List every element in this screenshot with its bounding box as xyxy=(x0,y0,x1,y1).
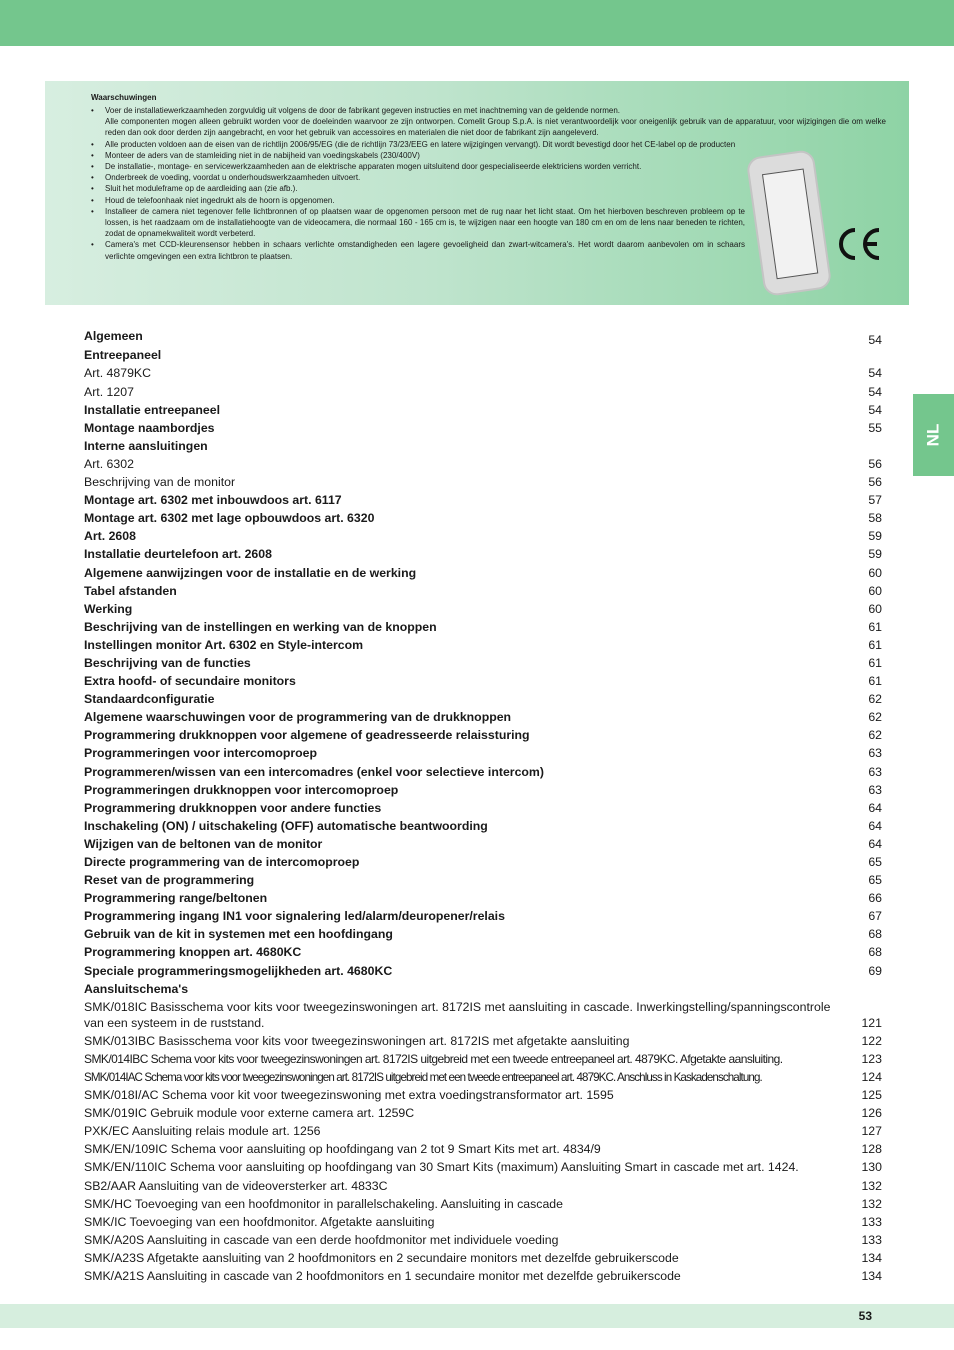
toc-entry[interactable] xyxy=(84,456,882,474)
toc-entry-title: Art. 6302 xyxy=(84,456,134,471)
toc-entry-title: Art. 1207 xyxy=(84,384,134,399)
toc-entry-page: 68 xyxy=(868,945,882,960)
toc-entry[interactable] xyxy=(84,999,882,1033)
toc-entry[interactable] xyxy=(84,1105,882,1123)
toc-entry-page: 134 xyxy=(861,1250,882,1265)
toc-entry-title: SMK/014IAC Schema voor kits voor tweegezinswoningen art. 8172IS uitgebreid met een tweede entreepaneel art. 4879KC. Anschluss in Kaskadenschaltung. xyxy=(84,1070,762,1084)
toc-entry-title: SMK/EN/110IC Schema voor aansluiting op hoofdingang van 30 Smart Kits (maximum) Aansluiting Smart in cascade met art. 1424. xyxy=(84,1160,799,1175)
toc-entry-page: 63 xyxy=(868,746,882,761)
toc-entry-page: 132 xyxy=(861,1178,882,1193)
toc-entry-page: 123 xyxy=(861,1051,882,1066)
ce-mark-icon xyxy=(835,224,883,264)
warning-item xyxy=(91,139,886,150)
toc-entry[interactable] xyxy=(84,601,882,619)
toc-entry[interactable] xyxy=(84,1033,882,1051)
toc-entry-title: Programmering range/beltonen xyxy=(84,891,268,906)
toc-entry-title: Programmering drukknoppen voor andere functies xyxy=(84,800,382,815)
toc-entry-page: 57 xyxy=(868,493,882,508)
toc-entry[interactable] xyxy=(84,727,882,745)
toc-entry[interactable] xyxy=(84,1250,882,1268)
toc-entry-title: Montage naambordjes xyxy=(84,420,215,435)
footer-band xyxy=(0,1304,954,1328)
warning-item xyxy=(91,206,745,240)
toc-entry-title: Directe programmering van de intercomoproep xyxy=(84,855,360,870)
toc-entry-title: Reset van de programmering xyxy=(84,873,255,888)
toc-entry[interactable] xyxy=(84,1159,882,1177)
toc-entry[interactable] xyxy=(84,655,882,673)
toc-entry[interactable] xyxy=(84,1214,882,1232)
toc-entry[interactable] xyxy=(84,619,882,637)
toc-entry[interactable] xyxy=(84,492,882,510)
module-frame-inner xyxy=(762,168,818,279)
toc-entry-page: 63 xyxy=(868,764,882,779)
toc-entry[interactable] xyxy=(84,1123,882,1141)
toc-entry[interactable] xyxy=(84,565,882,583)
toc-entry[interactable] xyxy=(84,438,882,456)
toc-entry-page: 54 xyxy=(868,402,882,417)
language-tab-label: NL xyxy=(923,423,943,447)
toc-entry-title: Interne aansluitingen xyxy=(84,438,208,453)
toc-entry[interactable] xyxy=(84,944,882,962)
toc-entry-title: Wijzigen van de beltonen van de monitor xyxy=(84,836,323,851)
toc-entry[interactable] xyxy=(84,1141,882,1159)
toc-entry[interactable] xyxy=(84,365,882,383)
toc-entry-title: Instellingen monitor Art. 6302 en Style-intercom xyxy=(84,637,364,652)
toc-entry-page: 121 xyxy=(861,1015,882,1030)
toc-entry-title: Inschakeling (ON) / uitschakeling (OFF) automatische beantwoording xyxy=(84,818,488,833)
toc-entry[interactable] xyxy=(84,1268,882,1286)
toc-entry[interactable] xyxy=(84,764,882,782)
toc-entry-page: 133 xyxy=(861,1232,882,1247)
toc-entry[interactable] xyxy=(84,1087,882,1105)
toc-entry[interactable] xyxy=(84,926,882,944)
warning-text: Onderbreek de voeding, voordat u onderhoudswerkzaamheden uitvoert. xyxy=(105,173,361,183)
toc-entry-page: 67 xyxy=(868,909,882,924)
warning-text: Installeer de camera niet tegenover felle lichtbronnen of op plaatsen waar de opgenomen persoon met de rug naar het licht staat. Om het hierboven beschreven probleem op te lossen, is het raadzaam om de installatiehoogte van de videocamera, die normaal 160 - 165 cm is, te wijzigen naar een hoogte van 180 cm en om de lens naar beneden te richten, zodat de opnamekwaliteit wordt verbeterd. xyxy=(105,206,745,239)
toc-entry-page: 62 xyxy=(868,710,882,725)
toc-entry-page: 130 xyxy=(861,1160,882,1175)
toc-entry-page: 62 xyxy=(868,728,882,743)
toc-entry-page: 58 xyxy=(868,511,882,526)
warning-text-continued: Alle componenten mogen alleen gebruikt worden voor de doeleinden waarvoor ze zijn ontworpen. Comelit Group S.p.A. is niet verantwoordelijk voor oneigenlijk gebruik van de apparatuur, voor wijzigingen die om welke reden dan ook door derden zijn aangebracht, en voor het gebruik van accessoires en materialen die niet door de fabrikant zijn aangeleverd. xyxy=(105,117,886,138)
toc-entry-title: Extra hoofd- of secundaire monitors xyxy=(84,674,296,689)
toc-entry[interactable] xyxy=(84,1196,882,1214)
warning-text: Camera's met CCD-kleurensensor hebben in schaars verlichte omstandigheden een lagere gevoeligheid dan zwart-witcamera's. Het wordt daarom aanbevolen om in schaars verlichte omgevingen een extra lichtbron te plaatsen. xyxy=(105,240,745,261)
toc-entry[interactable] xyxy=(84,691,882,709)
toc-entry-title: Installatie deurtelefoon art. 2608 xyxy=(84,547,272,562)
toc-entry[interactable] xyxy=(84,510,882,528)
toc-entry-title: SMK/A23S Afgetakte aansluiting van 2 hoofdmonitors en 2 secundaire monitors met dezelfde gebruikerscode xyxy=(84,1250,679,1265)
toc-entry[interactable] xyxy=(84,890,882,908)
toc-entry-page: 69 xyxy=(868,963,882,978)
warning-text: Sluit het moduleframe op de aardleiding aan (zie afb.). xyxy=(105,184,298,194)
toc-entry-title: SMK/018IC Basisschema voor kits voor tweegezinswoningen art. 8172IS met aansluiting in cascade. Inwerkingstelling/spanningscontrole van een systeem in de ruststand. xyxy=(84,999,831,1031)
toc-entry-title: SMK/IC Toevoeging van een hoofdmonitor. Afgetakte aansluiting xyxy=(84,1214,435,1229)
toc-entry-page: 64 xyxy=(868,818,882,833)
toc-entry-page: 55 xyxy=(868,420,882,435)
toc-entry[interactable] xyxy=(84,1051,882,1069)
toc-entry-title: Montage art. 6302 met lage opbouwdoos art. 6320 xyxy=(84,511,375,526)
warning-item xyxy=(91,239,745,261)
toc-entry-page: 122 xyxy=(861,1033,882,1048)
toc-entry-title: Tabel afstanden xyxy=(84,583,177,598)
toc-entry-title: Beschrijving van de instellingen en werking van de knoppen xyxy=(84,619,437,634)
toc-entry-title: Installatie entreepaneel xyxy=(84,402,221,417)
toc-entry-title: Art. 2608 xyxy=(84,529,136,544)
toc-entry[interactable] xyxy=(84,673,882,691)
toc-entry-title: Werking xyxy=(84,601,133,616)
toc-entry-title: PXK/EC Aansluiting relais module art. 1256 xyxy=(84,1124,321,1139)
toc-entry-title: Speciale programmeringsmogelijkheden art. 4680KC xyxy=(84,963,393,978)
toc-entry[interactable] xyxy=(84,528,882,546)
toc-entry-title: Art. 4879KC xyxy=(84,366,151,381)
toc-entry-page: 134 xyxy=(861,1268,882,1283)
toc-entry[interactable] xyxy=(84,854,882,872)
toc-entry-page: 65 xyxy=(868,855,882,870)
toc-entry-title: Algemeen xyxy=(84,329,143,343)
toc-entry-title: Beschrijving van de monitor xyxy=(84,475,236,490)
toc-entry-page: 132 xyxy=(861,1196,882,1211)
toc-entry-title: Standaardconfiguratie xyxy=(84,692,215,707)
toc-entry-title: Beschrijving van de functies xyxy=(84,655,251,670)
toc-entry[interactable] xyxy=(84,1178,882,1196)
toc-entry[interactable] xyxy=(84,836,882,854)
toc-entry-page: 66 xyxy=(868,891,882,906)
toc-entry-title: SMK/A20S Aansluiting in cascade van een derde hoofdmonitor met individuele voeding xyxy=(84,1232,559,1247)
toc-entry[interactable] xyxy=(84,328,882,347)
toc-entry-title: Gebruik van de kit in systemen met een hoofdingang xyxy=(84,927,393,942)
toc-entry[interactable] xyxy=(84,347,882,365)
language-tab xyxy=(913,394,954,476)
toc-entry-page: 127 xyxy=(861,1124,882,1139)
toc-entry-title: Programmeringen drukknoppen voor intercomoproep xyxy=(84,782,399,797)
toc-entry-title: Algemene waarschuwingen voor de programmering van de drukknoppen xyxy=(84,710,512,725)
toc-entry[interactable] xyxy=(84,420,882,438)
toc-entry-page: 59 xyxy=(868,529,882,544)
toc-entry-page: 61 xyxy=(868,637,882,652)
toc-entry-title: Programmering ingang IN1 voor signalering led/alarm/deuropener/relais xyxy=(84,909,505,924)
toc-entry-page: 56 xyxy=(868,456,882,471)
toc-entry-page: 54 xyxy=(868,366,882,381)
toc-entry-title: Montage art. 6302 met inbouwdoos art. 6117 xyxy=(84,493,342,508)
toc-entry-page: 128 xyxy=(861,1142,882,1157)
toc-entry-page: 60 xyxy=(868,601,882,616)
toc-entry[interactable] xyxy=(84,546,882,564)
toc-entry-page: 125 xyxy=(861,1088,882,1103)
toc-entry-title: Programmering drukknoppen voor algemene of geadresseerde relaissturing xyxy=(84,728,530,743)
toc-entry-title: SMK/A21S Aansluiting in cascade van 2 hoofdmonitors en 1 secundaire monitor met dezelfde gebruikerscode xyxy=(84,1268,681,1283)
warning-text: Alle producten voldoen aan de eisen van de richtlijn 2006/95/EG (die de richtlijn 73/23/EEG en latere wijzigingen vervangt). Dit wordt bevestigd door het CE-label op de producten xyxy=(105,139,736,149)
toc-entry-page: 61 xyxy=(868,655,882,670)
toc-entry[interactable] xyxy=(84,474,882,492)
toc-entry-page: 56 xyxy=(868,475,882,490)
toc-entry-page: 64 xyxy=(868,800,882,815)
toc-entry[interactable] xyxy=(84,963,882,981)
toc-entry[interactable] xyxy=(84,1232,882,1250)
warning-text: Houd de telefoonhaak niet ingedrukt als de hoorn is opgenomen. xyxy=(105,195,335,205)
toc-entry-page: 60 xyxy=(868,583,882,598)
toc-entry-page: 65 xyxy=(868,873,882,888)
toc-entry-page: 61 xyxy=(868,619,882,634)
toc-entry-title: SMK/HC Toevoeging van een hoofdmonitor in parallelschakeling. Aansluiting in cascade xyxy=(84,1196,563,1211)
table-of-contents xyxy=(84,328,882,1286)
toc-entry-title: Entreepaneel xyxy=(84,348,162,363)
toc-entry[interactable] xyxy=(84,583,882,601)
toc-entry[interactable] xyxy=(84,800,882,818)
warning-item xyxy=(91,105,886,139)
toc-entry-page: 62 xyxy=(868,692,882,707)
toc-entry-title: SMK/014IBC Schema voor kits voor tweegezinswoningen art. 8172IS uitgebreid met een tweede entreepaneel art. 4879KC. Afgetakte aansluiting. xyxy=(84,1051,783,1066)
warning-text: Monteer de aders van de stamleiding niet in de nabijheid van voedingskabels (230/400V) xyxy=(105,150,420,160)
toc-entry-title: SMK/EN/109IC Schema voor aansluiting op hoofdingang van 2 tot 9 Smart Kits met art. 4834/9 xyxy=(84,1142,601,1157)
toc-entry-title: SB2/AAR Aansluiting van de videoversterker art. 4833C xyxy=(84,1178,388,1193)
toc-entry-title: Programmeren/wissen van een intercomadres (enkel voor selectieve intercom) xyxy=(84,764,544,779)
toc-entry-title: SMK/019IC Gebruik module voor externe camera art. 1259C xyxy=(84,1106,415,1121)
toc-entry[interactable] xyxy=(84,908,882,926)
warnings-title: Waarschuwingen xyxy=(91,93,157,102)
toc-entry[interactable] xyxy=(84,709,882,727)
toc-entry-page: 54 xyxy=(868,384,882,399)
toc-entry-title: SMK/018I/AC Schema voor kit voor tweegezinswoning met extra voedingstransformator art. 1595 xyxy=(84,1088,614,1103)
toc-entry[interactable] xyxy=(84,745,882,763)
toc-entry-page: 68 xyxy=(868,927,882,942)
toc-entry[interactable] xyxy=(84,872,882,890)
toc-entry[interactable] xyxy=(84,384,882,402)
header-band xyxy=(0,0,954,46)
toc-entry[interactable] xyxy=(84,1069,882,1087)
page-number: 53 xyxy=(858,1309,872,1323)
toc-entry[interactable] xyxy=(84,782,882,800)
toc-entry-title: SMK/013IBC Basisschema voor kits voor tweegezinswoningen art. 8172IS met afgetakte aansluiting xyxy=(84,1033,630,1048)
toc-entry[interactable] xyxy=(84,637,882,655)
toc-entry-page: 60 xyxy=(868,565,882,580)
toc-entry-title: Programmeringen voor intercomoproep xyxy=(84,746,317,761)
warning-text: De installatie-, montage- en servicewerkzaamheden aan de elektrische apparaten mogen uitsluitend door gespecialiseerde elektriciens worden verricht. xyxy=(105,162,642,172)
toc-entry-page: 64 xyxy=(868,836,882,851)
warnings-box xyxy=(45,81,909,305)
toc-entry-title: Programmering knoppen art. 4680KC xyxy=(84,945,302,960)
toc-entry-page: 63 xyxy=(868,782,882,797)
toc-entry-page: 126 xyxy=(861,1106,882,1121)
toc-entry-title: Algemene aanwijzingen voor de installatie en de werking xyxy=(84,565,417,580)
toc-entry-page: 133 xyxy=(861,1214,882,1229)
toc-entry-page: 59 xyxy=(868,547,882,562)
toc-entry-page: 61 xyxy=(868,674,882,689)
toc-entry-page: 54 xyxy=(868,333,882,347)
toc-entry[interactable] xyxy=(84,981,882,999)
toc-entry-page: 124 xyxy=(861,1069,882,1084)
toc-entry[interactable] xyxy=(84,402,882,420)
toc-entry-title: Aansluitschema's xyxy=(84,981,189,996)
warning-text: Voer de installatiewerkzaamheden zorgvuldig uit volgens de door de fabrikant gegeven instructies en met inachtneming van de geldende normen. xyxy=(105,106,620,115)
toc-entry[interactable] xyxy=(84,818,882,836)
